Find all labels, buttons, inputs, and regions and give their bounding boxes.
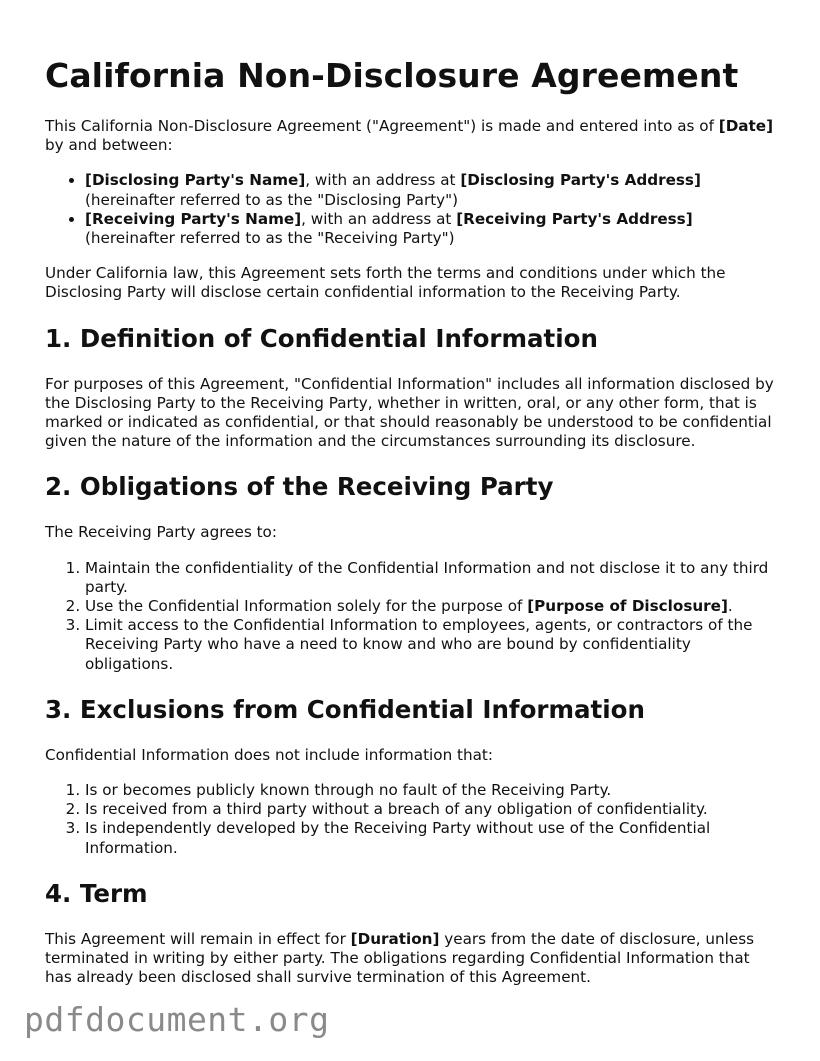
list-item-text: Use the Confidential Information solely for the purpose of xyxy=(85,597,528,616)
list-item: 3. Limit access to the Confidential Information to employees, agents, or contractors of the Receiving Party who have a need to know and who are bound by confidentiality obligations. xyxy=(85,616,780,674)
party-address: [Receiving Party's Address] xyxy=(456,209,693,228)
section-4-body xyxy=(45,930,780,988)
section-1-heading: 1. Definition of Confidential Information xyxy=(45,323,598,353)
document-page xyxy=(45,54,780,1003)
list-item xyxy=(85,597,780,616)
intro-paragraph xyxy=(45,117,780,155)
document-title: California Non-Disclosure Agreement xyxy=(45,56,739,95)
section-2-lead: The Receiving Party agrees to: xyxy=(45,523,277,542)
party-mid: , with an address at xyxy=(305,171,461,190)
intro-paragraph-2: Under California law, this Agreement sets forth the terms and conditions under which the Disclosing Party will disclose certain confidential information to the Receiving Party. xyxy=(45,264,726,302)
section-4-heading: 4. Term xyxy=(45,878,148,908)
section-2-list xyxy=(45,559,780,674)
section-2-heading: 2. Obligations of the Receiving Party xyxy=(45,472,554,502)
duration-placeholder: [Duration] xyxy=(350,929,440,948)
term-text: This Agreement will remain in effect for xyxy=(45,929,351,948)
list-item: 1. Is or becomes publicly known through no fault of the Receiving Party. xyxy=(85,781,780,800)
section-3-lead: Confidential Information does not include information that: xyxy=(45,745,493,764)
parties-list xyxy=(45,171,780,248)
party-address: [Disclosing Party's Address] xyxy=(460,171,701,190)
party-mid: , with an address at xyxy=(301,209,457,228)
party-name: [Receiving Party's Name] xyxy=(85,209,302,228)
section-1-body: For purposes of this Agreement, "Confidential Information" includes all information disclosed by the Disclosing Party to the Receiving Party, whether in written, oral, or any other form, that is marked or indicated as confidential, or that should reasonably be understood to be confidential given the nature of the information and the circumstances surrounding its disclosure. xyxy=(45,374,774,451)
list-item-text-end: . xyxy=(727,597,733,616)
list-item: 2. Is received from a third party without a breach of any obligation of confidentiality. xyxy=(85,800,780,819)
list-item: 3. Is independently developed by the Receiving Party without use of the Confidential Information. xyxy=(85,819,780,857)
party-ref: (hereinafter referred to as the "Receiving Party") xyxy=(85,229,455,248)
purpose-placeholder: [Purpose of Disclosure] xyxy=(527,597,728,616)
list-item: 1. Maintain the confidentiality of the Confidential Information and not disclose it to any third party. xyxy=(85,559,780,597)
party-item-disclosing xyxy=(85,171,780,209)
section-3-heading: 3. Exclusions from Confidential Information xyxy=(45,694,645,724)
intro-text-end: by and between: xyxy=(45,136,173,155)
party-name: [Disclosing Party's Name] xyxy=(85,171,306,190)
date-placeholder: [Date] xyxy=(718,117,774,135)
section-3-list xyxy=(45,781,780,858)
party-item-receiving xyxy=(85,210,780,248)
watermark-text: pdfdocument.org xyxy=(24,1000,330,1039)
party-ref: (hereinafter referred to as the "Disclosing Party") xyxy=(85,190,459,209)
intro-text: This California Non-Disclosure Agreement ("Agreement") is made and entered into as of xyxy=(45,117,719,135)
term-text-end: years from the date of disclosure, unless terminated in writing by either party. The obligations regarding Confidential Information that has already been disclosed shall survive termination of this Agreement. xyxy=(45,929,755,987)
